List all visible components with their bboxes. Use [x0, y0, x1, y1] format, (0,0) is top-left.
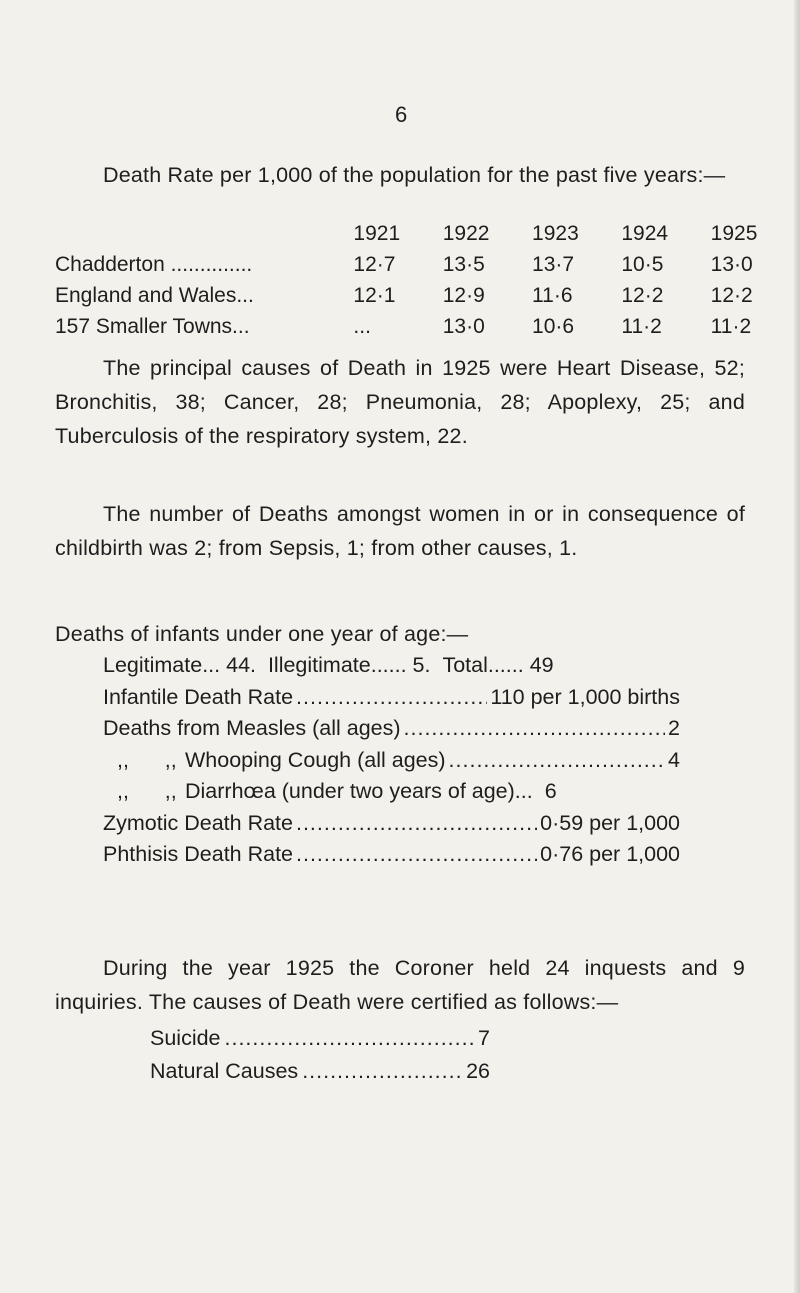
table-cell: 13·5 — [442, 252, 485, 276]
ditto-marks: ,, ,, — [117, 779, 177, 803]
list-item: Natural Causes ..... 26 — [150, 1059, 490, 1084]
row-label: Chadderton .............. — [55, 252, 253, 276]
list-item-value: 26 — [466, 1059, 490, 1083]
illegitimate-label: Illegitimate...... — [267, 653, 407, 677]
table-row — [55, 249, 800, 280]
coroner-text: During the year 1925 the Coroner held 24 inquests and 9 inquiries. The causes of Death were certified as follows:— — [55, 956, 745, 1014]
causes-text: The principal causes of Death in 1925 were Heart Disease, 52; Bronchitis, 38; Cancer, 28; Pneumonia, 28; Apoplexy, 25; and Tuberculosis of the respiratory system, 22. — [55, 356, 745, 448]
table-cell: 13·7 — [532, 252, 575, 276]
table-header-row — [55, 218, 800, 249]
list-item-value: 7 — [478, 1026, 490, 1050]
table-cell: ... — [353, 314, 371, 338]
table-cell: 12·1 — [353, 283, 396, 307]
childbirth-paragraph — [55, 497, 745, 565]
infant-deaths-list — [103, 650, 680, 871]
legitimate-value: 44. — [226, 653, 256, 677]
table-cell: 10·5 — [621, 252, 664, 276]
list-item: ,, ,, Diarrhœa (under two years of age)... 6 — [103, 776, 680, 808]
table-cell: 12·9 — [442, 283, 485, 307]
scan-edge — [794, 0, 800, 1293]
table-row — [55, 280, 800, 311]
causes-paragraph — [55, 351, 745, 453]
intro-text: Death Rate per 1,000 of the population for the past five years:— — [103, 163, 726, 187]
intro-paragraph — [55, 158, 745, 192]
table-cell: 13·0 — [710, 252, 753, 276]
table-cell: 12·2 — [710, 283, 753, 307]
row-label: England and Wales... — [55, 283, 254, 307]
list-item: ,, ,, Whooping Cough (all ages) ..... 4 — [103, 745, 680, 777]
coroner-paragraph — [55, 951, 745, 1019]
illegitimate-value: 5. — [412, 653, 431, 677]
year-header: 1923 — [532, 221, 579, 245]
year-header: 1925 — [710, 221, 758, 245]
table-cell: 10·6 — [532, 314, 575, 338]
ditto-marks: ,, ,, — [117, 747, 177, 772]
year-header: 1921 — [353, 221, 401, 245]
page-number: 6 — [395, 102, 408, 127]
childbirth-text: The number of Deaths amongst women in or in consequence of childbirth was 2; from Sepsis, 1; from other causes, 1. — [55, 502, 745, 560]
list-item-value: 110 per 1,000 births — [490, 684, 680, 709]
list-item: Suicide ..... 7 — [150, 1026, 490, 1051]
year-header: 1922 — [442, 221, 490, 245]
table-cell: 13·0 — [442, 314, 485, 338]
legitimate-label: Legitimate... — [103, 653, 221, 677]
table-cell: 11·2 — [621, 314, 662, 338]
table-cell: 11·6 — [532, 283, 573, 307]
list-item-value: 0·76 per 1,000 — [540, 842, 680, 866]
year-header: 1924 — [621, 221, 669, 245]
table-cell: 12·7 — [353, 252, 396, 276]
table-row — [55, 311, 800, 342]
list-item: Zymotic Death Rate ..... 0·59 per 1,000 — [103, 808, 680, 840]
list-item-value: 4 — [668, 747, 680, 772]
infants-heading: Deaths of infants under one year of age:— — [55, 622, 469, 646]
list-item-value: 2 — [668, 716, 680, 740]
table-cell: 12·2 — [621, 283, 664, 307]
list-item: Deaths from Measles (all ages) ..... 2 — [103, 713, 680, 745]
legitimacy-line — [103, 650, 680, 682]
list-item: Phthisis Death Rate ..... 0·76 per 1,000 — [103, 839, 680, 871]
row-label: 157 Smaller Towns... — [55, 314, 250, 338]
list-item: Infantile Death Rate ..... 110 per 1,000 births — [103, 682, 680, 714]
list-item-value: 0·59 per 1,000 — [540, 810, 680, 835]
table-cell: 11·2 — [710, 314, 752, 338]
list-item-value: 6 — [544, 779, 557, 803]
total-label: Total...... — [442, 653, 524, 677]
death-rate-table — [55, 218, 800, 342]
total-value: 49 — [529, 653, 554, 677]
